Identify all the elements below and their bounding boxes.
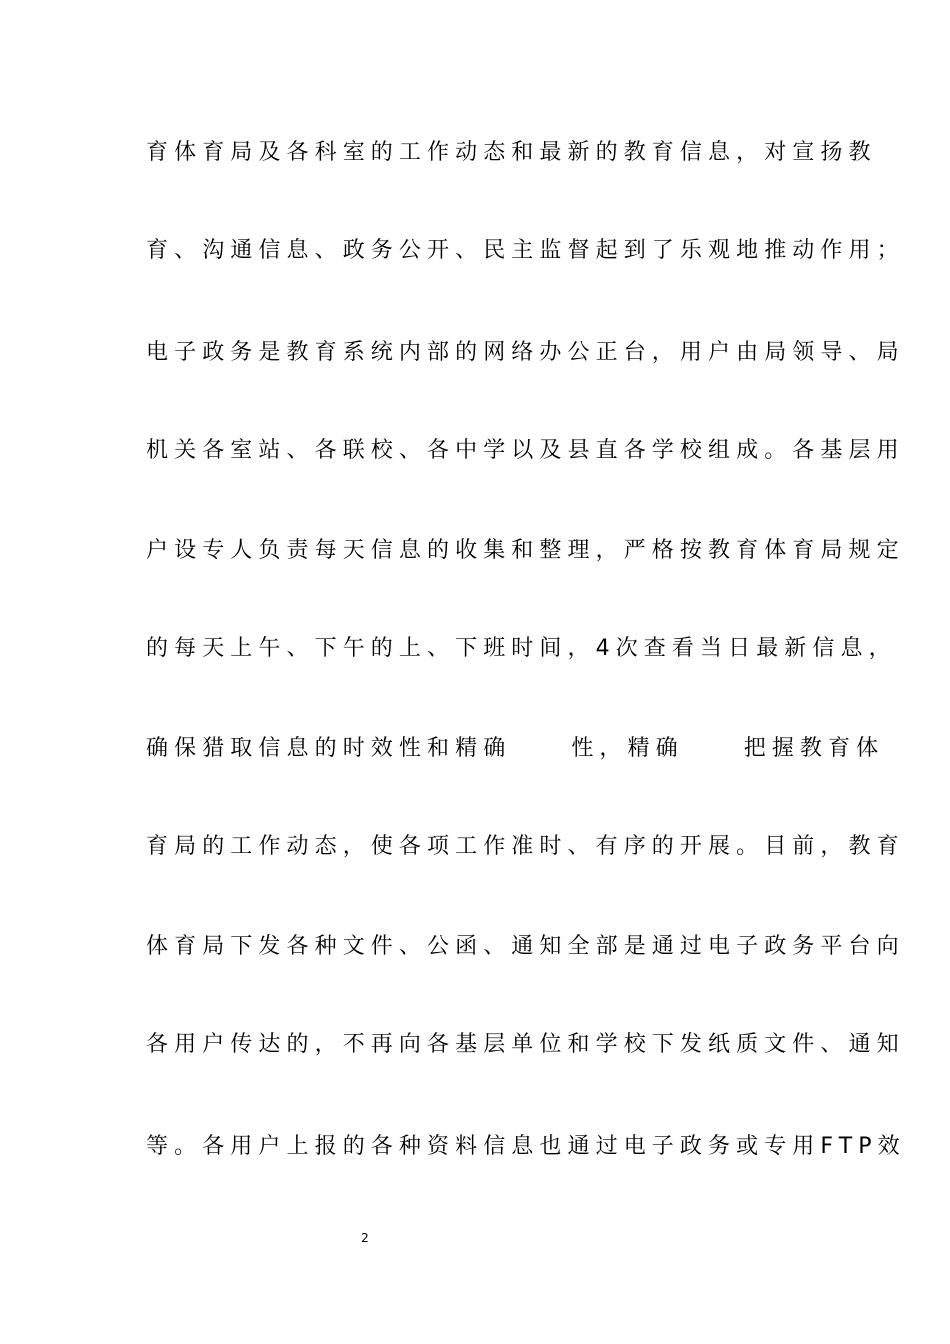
text-line-10: 各用户传达的，不再向各基层单位和学校下发纸质文件、通知 [146, 1032, 905, 1057]
text-line-9: 体育局下发各种文件、公函、通知全部是通过电子政务平台向 [146, 934, 905, 959]
text-line-7-part-2: 性，精确 [571, 736, 684, 761]
text-line-2: 育、沟通信息、政务公开、民主监督起到了乐观地推动作用； [146, 238, 905, 263]
text-line-6: 的每天上午、下午的上、下班时间，4次查看当日最新信息， [146, 636, 897, 661]
page-number: 2 [361, 1231, 369, 1245]
text-line-7 [146, 734, 885, 764]
text-line-3: 电子政务是教育系统内部的网络办公正台，用户由局领导、局 [146, 340, 905, 365]
text-line-7-part-1: 确保猎取信息的时效性和精确 [146, 736, 512, 761]
text-line-5: 户设专人负责每天信息的收集和整理，严格按教育体育局规定 [146, 538, 905, 563]
text-line-7-part-3: 把握教育体 [743, 736, 885, 761]
text-line-8: 育局的工作动态，使各项工作准时、有序的开展。目前，教育 [146, 834, 905, 859]
text-line-1: 育体育局及各科室的工作动态和最新的教育信息，对宣扬教 [146, 140, 877, 165]
text-line-11: 等。各用户上报的各种资料信息也通过电子政务或专用FTP效 [146, 1134, 906, 1159]
text-line-4: 机关各室站、各联校、各中学以及县直各学校组成。各基层用 [146, 438, 905, 463]
